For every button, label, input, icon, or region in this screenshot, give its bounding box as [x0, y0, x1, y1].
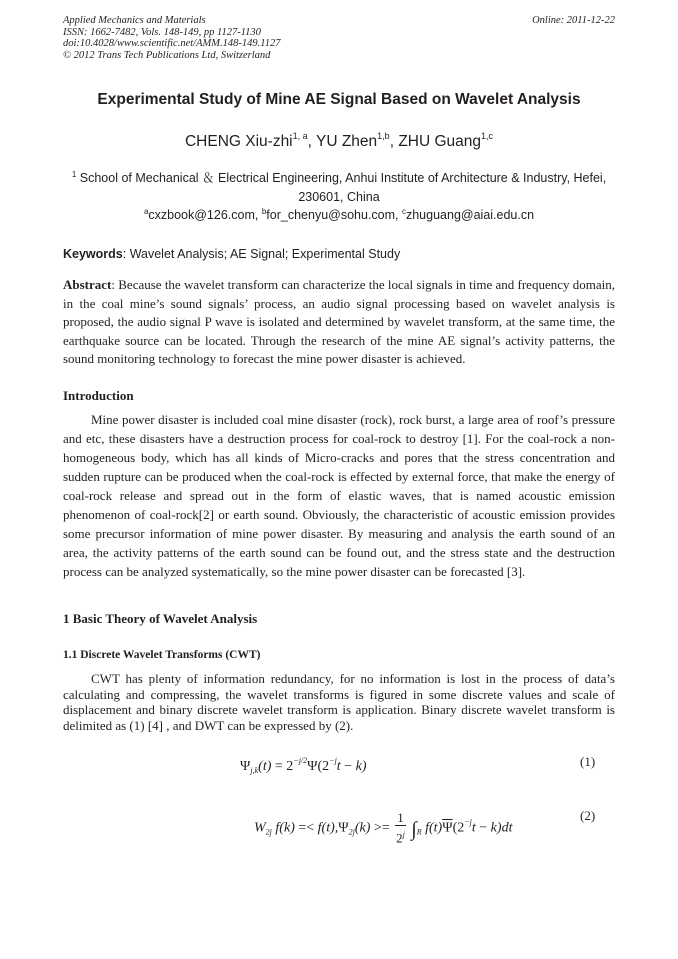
author-affiliation-mark: 1, a [292, 131, 308, 141]
issn-line: ISSN: 1662-7482, Vols. 148-149, pp 1127-1130 [63, 26, 261, 38]
online-date: Online: 2011-12-22 [532, 15, 615, 26]
email-mark: c [401, 207, 406, 216]
abstract [63, 276, 615, 369]
equation-1: $\Psi_{j,k}(t) = 2^{-j/2}\Psi(2^{-j}t - k)$ [240, 756, 367, 775]
abstract-label: Abstract [63, 277, 112, 292]
author-list: CHENG Xiu-zhi$^{1, a}$, YU Zhen$^{1,b}$, ZHU Guang$^{1,c}$ [184, 131, 494, 150]
affiliation [63, 165, 615, 207]
email-mark: a [143, 207, 149, 216]
email-address[interactable]: for_chenyu@sohu.com [266, 208, 396, 222]
paper-title: Experimental Study of Mine AE Signal Based on Wavelet Analysis [97, 91, 581, 108]
author-affiliation-mark: 1,c [481, 131, 494, 141]
section-heading-basic-theory: 1 Basic Theory of Wavelet Analysis [63, 611, 258, 626]
affiliation-mark: 1 [71, 170, 77, 179]
author-affiliation-mark: 1,b [377, 131, 390, 141]
email-mark: b [261, 207, 267, 216]
equation-2: $W_{2j}$ $f(k) =< f(t),\Psi_{2j}(k)$ >= $\frac{1}{2^j}$ $\int_R$ $f(t)\overline{\Psi}(2^{-j}t - k)dt$ [254, 810, 513, 846]
introduction-heading: Introduction [63, 388, 134, 403]
copyright-line: © 2012 Trans Tech Publications Ltd, Switzerland [63, 49, 271, 61]
keywords-text: : Wavelet Analysis; AE Signal; Experimental Study [122, 247, 401, 261]
email-address[interactable]: zhuguang@aiai.edu.cn [405, 208, 535, 222]
subsection-heading-cwt: 1.1 Discrete Wavelet Transforms (CWT) [63, 649, 261, 661]
equation-number-1: (1) [580, 754, 596, 769]
cwt-paragraph: CWT has plenty of information redundancy, for no information is lost in the process of data’s calculating and compressing, the wavelet transforms is figured in some discrete values and scale of displacement and binary discrete wavelet transform is application. Binary discrete wavelet transform is delimited as (1) [4] , and DWT can be expressed by (2). [63, 671, 615, 733]
journal-header [63, 15, 615, 61]
email-list: $^a$cxzbook@126.com, $^b$for_chenyu@sohu.com, $^c$zhuguang@aiai.edu.cn [143, 207, 535, 222]
email-address[interactable]: cxzbook@126.com [148, 208, 255, 222]
doi-line: doi:10.4028/www.scientific.net/AMM.148-149.1127 [63, 38, 281, 49]
affiliation-line-2: 230601, China [298, 190, 380, 204]
journal-name: Applied Mechanics and Materials [63, 15, 206, 26]
introduction-text: Mine power disaster is included coal mine disaster (rock), rock burst, a large area of roof’s pressure and etc, these disasters have a destruction process for coal-rock to destroy [1]. For the coal-rock a non-homogeneous body, which has all kinds of Micro-cracks and pores that the stress concentration and sudden rupture can be produced when the coal-rock is effected by external force, that make the energy of coal-rock release and spread out in the form of elastic waves, that is named acoustic emission phenomenon of coal-rock[2] or earth sound. Obviously, the characteristic of acoustic emission provides some precursor information of mine power disaster. By measuring and analysis the earth sound of an area, the activity patterns of the earth sound can be found out, and the stress state and the destruction process can be analyzed systematically, so the mine power disaster can be forecasted [3]. [63, 412, 615, 579]
affiliation-line-1: School of Mechanical ＆ Electrical Engineering, Anhui Institute of Architecture & Industry, Hefei, [79, 171, 607, 185]
keywords [63, 247, 615, 261]
author-name: ZHU Guang [398, 133, 482, 150]
abstract-text: : Because the wavelet transform can characterize the local signals in time and frequency domain, in the coal mine’s sound signals’ process, an audio signal processing based on wavelet analysis is proposed, the audio signal P wave is isolated and determined by wavelet transform, at the same time, the earthquake source can be located. Through the research of the mine AE signal’s activity patterns, the sound monitoring technology to forecast the mine power disaster is achieved. [63, 277, 615, 366]
author-name: CHENG Xiu-zhi [184, 133, 293, 150]
author-name: YU Zhen [316, 133, 378, 150]
keywords-label: Keywords [63, 247, 123, 261]
equation-number-2: (2) [580, 808, 596, 823]
